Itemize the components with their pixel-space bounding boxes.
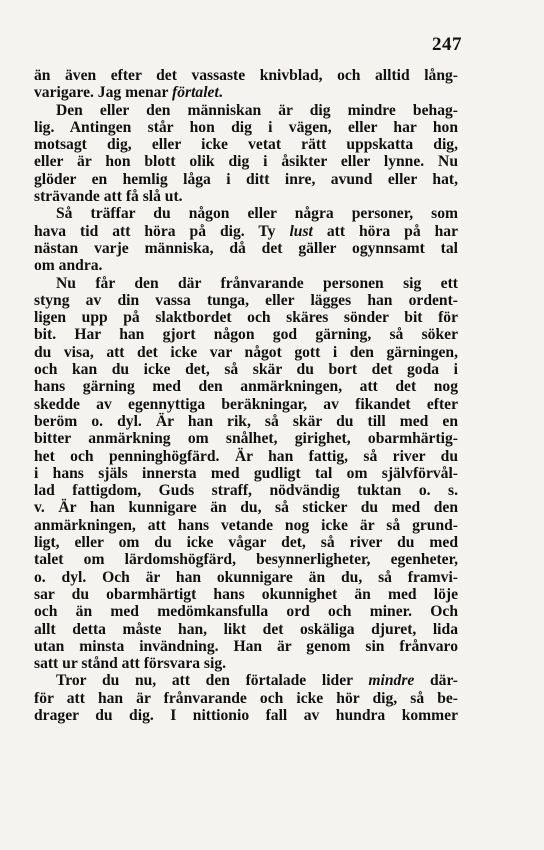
text-segment: Tror du nu, att den förtalade lider bbox=[56, 672, 369, 690]
text-segment: v. Är han kunnigare än du, så sticker du med den bbox=[34, 499, 458, 517]
text-segment: strävande att få slå ut. bbox=[34, 188, 183, 206]
text-line bbox=[34, 309, 458, 326]
text-line bbox=[34, 517, 458, 534]
text-line bbox=[34, 205, 458, 222]
text-segment: bit. Har han gjort någon god gärning, så söker bbox=[34, 326, 458, 344]
text-segment: i hans själs innersta med gudligt tal om självförvål- bbox=[34, 464, 458, 482]
emphasized-word: förtalet bbox=[172, 84, 219, 102]
text-segment: drager du dig. I nittionio fall av hundra kommer bbox=[34, 706, 458, 724]
text-segment: skedde av egennyttiga beräkningar, av fikandet efter bbox=[34, 395, 458, 413]
emphasized-word: mindre bbox=[368, 672, 415, 690]
text-line bbox=[34, 153, 458, 170]
text-segment: hava tid att höra på dig. Ty bbox=[34, 222, 290, 240]
text-segment: nästan varje människa, då det gäller ogynnsamt tal bbox=[34, 239, 458, 257]
text-line bbox=[34, 292, 458, 309]
text-line bbox=[34, 257, 458, 274]
text-line bbox=[34, 569, 458, 586]
text-segment: satt ur stånd att försvara sig. bbox=[34, 655, 227, 673]
text-segment: och än med medömkansfulla ord och miner. Och bbox=[34, 603, 458, 621]
text-segment: Nu får den där frånvarande personen sig ett bbox=[56, 274, 458, 292]
text-segment: sar du obarmhärtigt hans okunnighet än med löje bbox=[34, 585, 458, 603]
text-line bbox=[34, 171, 458, 188]
text-line bbox=[34, 188, 458, 205]
text-line bbox=[34, 672, 458, 689]
text-segment: talet om lärdomshögfärd, besynnerligheter, egenheter, bbox=[34, 551, 458, 569]
text-segment: beröm o. dyl. Är han rik, så skär du till med en bbox=[34, 412, 458, 430]
text-segment: där- bbox=[414, 672, 458, 690]
text-segment: lad fattigdom, Guds straff, nödvändig tuktan o. s. bbox=[34, 482, 458, 500]
page-number: 247 bbox=[432, 34, 462, 55]
text-line bbox=[34, 344, 458, 361]
text-line bbox=[34, 136, 458, 153]
text-segment: glöder en hemlig låga i ditt inre, avund eller hat, bbox=[34, 170, 458, 188]
text-segment: ligt, eller om du icke vågar det, så river du med bbox=[34, 534, 458, 552]
text-segment: för att han är frånvarande och icke hör dig, så be- bbox=[34, 689, 458, 707]
text-segment: lig. Antingen står hon dig i vägen, eller har hon bbox=[34, 118, 458, 136]
text-segment: utan minsta invändning. Han är genom sin frånvaro bbox=[34, 637, 458, 655]
text-line bbox=[34, 119, 458, 136]
text-line bbox=[34, 84, 458, 101]
text-line bbox=[34, 638, 458, 655]
text-segment: varigare. Jag menar bbox=[34, 84, 173, 102]
text-line bbox=[34, 413, 458, 430]
text-segment: anmärkningen, att hans vetande nog icke är så grund- bbox=[34, 516, 458, 534]
text-line bbox=[34, 67, 458, 84]
text-line bbox=[34, 361, 458, 378]
emphasized-word: lust bbox=[289, 222, 313, 240]
text-segment: om andra. bbox=[34, 257, 103, 275]
text-line bbox=[34, 603, 458, 620]
text-line bbox=[34, 551, 458, 568]
text-line bbox=[34, 707, 458, 724]
text-line bbox=[34, 223, 458, 240]
text-segment: och kan du icke det, så skär du bort det goda i bbox=[34, 361, 458, 379]
text-line bbox=[34, 655, 458, 672]
text-segment: än även efter det vassaste knivblad, och alltid lång- bbox=[34, 67, 458, 84]
text-line bbox=[34, 499, 458, 516]
text-line bbox=[34, 326, 458, 343]
text-line bbox=[34, 534, 458, 551]
text-line bbox=[34, 275, 458, 292]
text-segment: motsagt dig, eller icke vetat rätt uppskatta dig, bbox=[34, 136, 458, 154]
text-line bbox=[34, 102, 458, 119]
text-segment: styng av din vassa tunga, eller lägges han ordent- bbox=[34, 291, 458, 309]
text-segment: du visa, att det icke var något gott i den gärningen, bbox=[34, 343, 458, 361]
text-line bbox=[34, 240, 458, 257]
text-segment: . bbox=[218, 84, 223, 102]
text-segment: hans gärning med den anmärkningen, att det nog bbox=[34, 378, 458, 396]
body-text bbox=[34, 67, 458, 724]
text-line bbox=[34, 690, 458, 707]
text-segment: ligen upp på slaktbordet och skäres sönder bit för bbox=[34, 309, 458, 327]
text-line bbox=[34, 586, 458, 603]
text-line bbox=[34, 430, 458, 447]
text-segment: att höra på har bbox=[312, 222, 458, 240]
text-segment: bitter anmärkning om snålhet, girighet, obarmhärtig- bbox=[34, 430, 458, 448]
text-line bbox=[34, 621, 458, 638]
text-segment: eller är hon blott olik dig i åsikter eller lynne. Nu bbox=[34, 153, 458, 171]
text-line bbox=[34, 448, 458, 465]
text-segment: o. dyl. Och är han okunnigare än du, så framvi- bbox=[34, 568, 458, 586]
text-line bbox=[34, 465, 458, 482]
text-segment: Så träffar du någon eller några personer, som bbox=[56, 205, 458, 223]
text-line bbox=[34, 378, 458, 395]
text-segment: allt detta måste han, likt det oskäliga djuret, lida bbox=[34, 620, 458, 638]
text-line bbox=[34, 482, 458, 499]
text-segment: het och penninghögfärd. Är han fattig, så river du bbox=[34, 447, 458, 465]
text-line bbox=[34, 396, 458, 413]
text-segment: Den eller den människan är dig mindre behag- bbox=[56, 101, 458, 119]
